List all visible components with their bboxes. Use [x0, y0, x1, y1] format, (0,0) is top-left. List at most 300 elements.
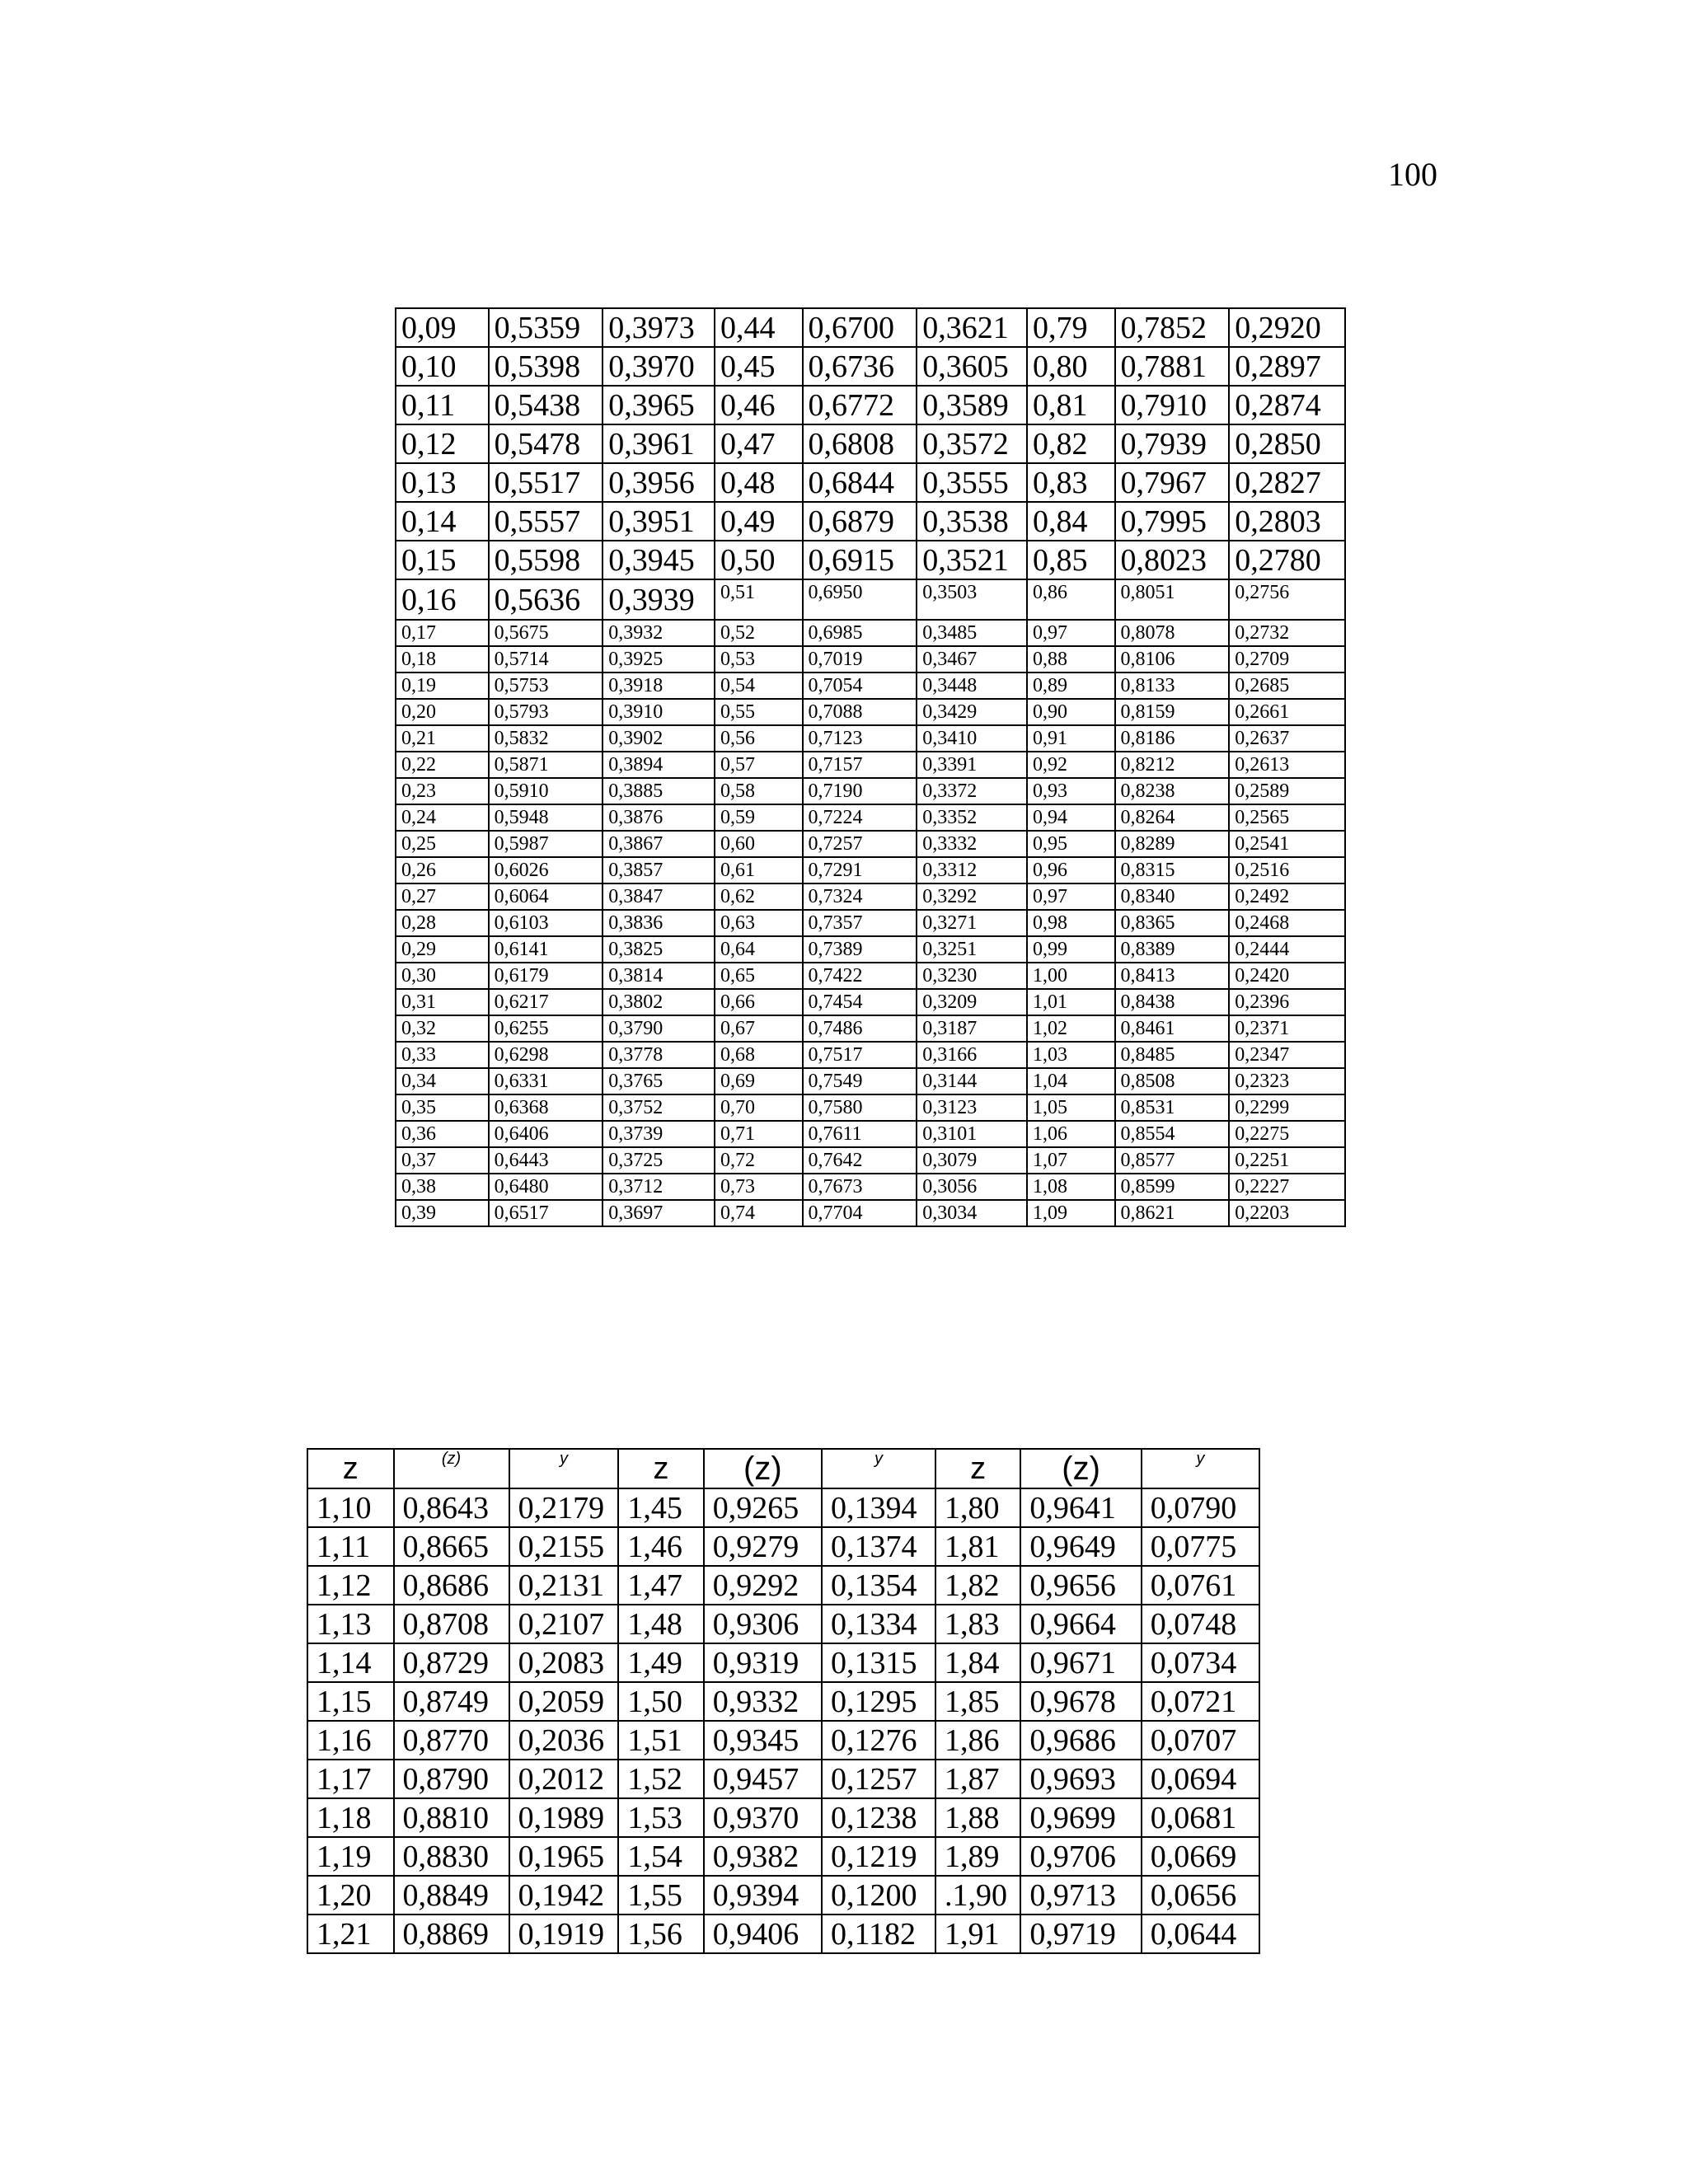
column-header: y — [509, 1449, 619, 1488]
table-cell: 0,7389 — [803, 936, 917, 963]
table-cell: 0,9382 — [704, 1837, 822, 1876]
table-cell: 0,3925 — [603, 646, 715, 673]
table-cell: 0,6103 — [489, 910, 603, 936]
table-cell: 0,6985 — [803, 620, 917, 646]
table-cell: 1,53 — [618, 1798, 703, 1837]
table-cell: 0,70 — [715, 1094, 803, 1121]
table-cell: 0,7257 — [803, 831, 917, 857]
table-cell: 0,6879 — [803, 502, 917, 541]
table-cell: 0,9678 — [1020, 1682, 1141, 1721]
table-cell: 1,81 — [935, 1527, 1020, 1566]
page-number: 100 — [1388, 156, 1437, 193]
table-cell: 0,64 — [715, 936, 803, 963]
table-cell: 0,6064 — [489, 883, 603, 910]
table-cell: 0,6915 — [803, 541, 917, 579]
table-cell: 0,3752 — [603, 1094, 715, 1121]
table-cell: 0,5598 — [489, 541, 603, 579]
table-cell: 0,3973 — [603, 308, 715, 347]
table-cell: 0,8023 — [1115, 541, 1230, 579]
table-cell: 0,8186 — [1115, 725, 1230, 752]
table-cell: 1,87 — [935, 1760, 1020, 1798]
table-cell: 0,1965 — [509, 1837, 619, 1876]
table-cell: 0,8438 — [1115, 989, 1230, 1015]
column-header: (z) — [394, 1449, 509, 1488]
table-header-row — [307, 1449, 1259, 1488]
table-cell: 0,3876 — [603, 804, 715, 831]
table-cell: 1,46 — [618, 1527, 703, 1566]
table-cell: 0,5910 — [489, 778, 603, 804]
table-row — [396, 1121, 1345, 1147]
table-cell: 0,2059 — [509, 1682, 619, 1721]
table-row — [396, 646, 1345, 673]
table-cell: 0,3144 — [917, 1068, 1027, 1094]
table-cell: 0,7019 — [803, 646, 917, 673]
table-cell: 0,8365 — [1115, 910, 1230, 936]
table-cell: 0,25 — [396, 831, 489, 857]
table-cell: 0,8643 — [394, 1488, 509, 1527]
table-cell: 0,73 — [715, 1174, 803, 1200]
table-cell: 0,1219 — [822, 1837, 935, 1876]
table-cell: 0,3910 — [603, 699, 715, 725]
column-header: y — [822, 1449, 935, 1488]
table-cell: 0,3790 — [603, 1015, 715, 1042]
table-row — [307, 1876, 1259, 1915]
table-cell: 0,8238 — [1115, 778, 1230, 804]
table-cell: 0,3056 — [917, 1174, 1027, 1200]
table-cell: 1,50 — [618, 1682, 703, 1721]
table-cell: 0,0707 — [1142, 1721, 1259, 1760]
table-cell: 0,2420 — [1229, 963, 1345, 989]
table-cell: 0,7088 — [803, 699, 917, 725]
table-cell: 0,3372 — [917, 778, 1027, 804]
table-row — [307, 1915, 1259, 1953]
table-row — [396, 804, 1345, 831]
table-row — [396, 579, 1345, 620]
table-cell: 0,2589 — [1229, 778, 1345, 804]
table-cell: 0,0644 — [1142, 1915, 1259, 1953]
table-row — [396, 857, 1345, 883]
table-cell: 0,47 — [715, 424, 803, 463]
table-cell: 0,7454 — [803, 989, 917, 1015]
table-cell: 0,2850 — [1229, 424, 1345, 463]
table-cell: 0,9457 — [704, 1760, 822, 1798]
table-cell: 0,2227 — [1229, 1174, 1345, 1200]
table-cell: 0,2874 — [1229, 386, 1345, 424]
table-cell: 0,98 — [1027, 910, 1115, 936]
table-cell: 0,69 — [715, 1068, 803, 1094]
table-cell: 0,7190 — [803, 778, 917, 804]
table-cell: 0,5359 — [489, 308, 603, 347]
table-cell: 0,8413 — [1115, 963, 1230, 989]
column-header: (z) — [1020, 1449, 1141, 1488]
table-cell: 1,86 — [935, 1721, 1020, 1760]
table-cell: 0,0790 — [1142, 1488, 1259, 1527]
table-cell: 1,05 — [1027, 1094, 1115, 1121]
table-cell: 0,3802 — [603, 989, 715, 1015]
table-cell: 1,18 — [307, 1798, 394, 1837]
table-cell: 0,7517 — [803, 1042, 917, 1068]
table-row — [396, 386, 1345, 424]
table-cell: 0,5753 — [489, 673, 603, 699]
table-cell: 0,56 — [715, 725, 803, 752]
table-cell: 0,74 — [715, 1200, 803, 1226]
table-cell: 0,9713 — [1020, 1876, 1141, 1915]
table-cell: 0,3885 — [603, 778, 715, 804]
table-cell: 0,18 — [396, 646, 489, 673]
table-cell: 0,82 — [1027, 424, 1115, 463]
table-cell: 0,2107 — [509, 1605, 619, 1643]
table-cell: 0,5948 — [489, 804, 603, 831]
table-cell: 0,8051 — [1115, 579, 1230, 620]
table-cell: 0,2803 — [1229, 502, 1345, 541]
table-row — [396, 1174, 1345, 1200]
table-cell: 0,3312 — [917, 857, 1027, 883]
table-cell: 0,3251 — [917, 936, 1027, 963]
table-row — [396, 541, 1345, 579]
table-cell: 0,5714 — [489, 646, 603, 673]
table-cell: 0,3166 — [917, 1042, 1027, 1068]
table-cell: 0,3825 — [603, 936, 715, 963]
table-cell: 0,23 — [396, 778, 489, 804]
table-cell: 0,1182 — [822, 1915, 935, 1953]
table-cell: 0,7881 — [1115, 347, 1230, 386]
column-header: (z) — [704, 1449, 822, 1488]
table-body — [396, 308, 1345, 1226]
table-cell: 0,92 — [1027, 752, 1115, 778]
table-cell: 0,6480 — [489, 1174, 603, 1200]
table-cell: 0,2155 — [509, 1527, 619, 1566]
table-cell: 0,2685 — [1229, 673, 1345, 699]
table-cell: 0,72 — [715, 1147, 803, 1174]
table-cell: 0,5871 — [489, 752, 603, 778]
table-cell: 0,61 — [715, 857, 803, 883]
table-cell: 1,89 — [935, 1837, 1020, 1876]
table-cell: 0,22 — [396, 752, 489, 778]
table-cell: 0,79 — [1027, 308, 1115, 347]
table-cell: 0,89 — [1027, 673, 1115, 699]
table-row — [396, 1015, 1345, 1042]
table-cell: 0,8577 — [1115, 1147, 1230, 1174]
table-cell: 0,3918 — [603, 673, 715, 699]
table-cell: 0,8621 — [1115, 1200, 1230, 1226]
table-cell: 0,3951 — [603, 502, 715, 541]
table-row — [396, 463, 1345, 502]
table-cell: 0,2203 — [1229, 1200, 1345, 1226]
table-cell: 0,3814 — [603, 963, 715, 989]
table-cell: 1,21 — [307, 1915, 394, 1953]
table-row — [307, 1760, 1259, 1798]
table-cell: 0,27 — [396, 883, 489, 910]
column-header: y — [1142, 1449, 1259, 1488]
table-cell: 0,7123 — [803, 725, 917, 752]
table-cell: 0,67 — [715, 1015, 803, 1042]
table-cell: 0,6255 — [489, 1015, 603, 1042]
table-cell: 0,65 — [715, 963, 803, 989]
table-cell: 0,3391 — [917, 752, 1027, 778]
table-cell: 0,7157 — [803, 752, 917, 778]
table-cell: 0,2780 — [1229, 541, 1345, 579]
table-cell: 0,85 — [1027, 541, 1115, 579]
table-cell: 0,9706 — [1020, 1837, 1141, 1876]
table-cell: 1,45 — [618, 1488, 703, 1527]
table-cell: 0,33 — [396, 1042, 489, 1068]
table-cell: 0,9719 — [1020, 1915, 1141, 1953]
table-row — [396, 502, 1345, 541]
table-cell: 0,5438 — [489, 386, 603, 424]
table-row — [307, 1682, 1259, 1721]
table-cell: 0,9693 — [1020, 1760, 1141, 1798]
table-cell: 0,9649 — [1020, 1527, 1141, 1566]
table-cell: 0,9292 — [704, 1566, 822, 1605]
table-cell: 0,2131 — [509, 1566, 619, 1605]
table-cell: 0,3572 — [917, 424, 1027, 463]
table-cell: 0,8106 — [1115, 646, 1230, 673]
table-cell: 0,7224 — [803, 804, 917, 831]
table-cell: 0,3410 — [917, 725, 1027, 752]
table-cell: 1,80 — [935, 1488, 1020, 1527]
table-cell: 0,3867 — [603, 831, 715, 857]
table-cell: 0,6808 — [803, 424, 917, 463]
table-cell: 0,59 — [715, 804, 803, 831]
table-cell: 0,3857 — [603, 857, 715, 883]
table-cell: 0,60 — [715, 831, 803, 857]
table-cell: 0,7939 — [1115, 424, 1230, 463]
table-cell: 0,20 — [396, 699, 489, 725]
table-row — [396, 1094, 1345, 1121]
table-cell: 0,57 — [715, 752, 803, 778]
table-cell: 0,8849 — [394, 1876, 509, 1915]
table-cell: 0,8389 — [1115, 936, 1230, 963]
table-cell: 0,8729 — [394, 1643, 509, 1682]
table-cell: 0,8599 — [1115, 1174, 1230, 1200]
table-cell: 0,1295 — [822, 1682, 935, 1721]
table-cell: 0,9370 — [704, 1798, 822, 1837]
table-cell: 0,6736 — [803, 347, 917, 386]
table-cell: 1,91 — [935, 1915, 1020, 1953]
table-cell: 1,14 — [307, 1643, 394, 1682]
table-cell: 0,8770 — [394, 1721, 509, 1760]
table-cell: 0,3538 — [917, 502, 1027, 541]
table-cell: 0,14 — [396, 502, 489, 541]
table-cell: 0,0775 — [1142, 1527, 1259, 1566]
table-cell: 0,9265 — [704, 1488, 822, 1527]
table-cell: 0,6026 — [489, 857, 603, 883]
table-cell: 0,31 — [396, 989, 489, 1015]
table-cell: 0,3123 — [917, 1094, 1027, 1121]
table-cell: 0,9345 — [704, 1721, 822, 1760]
table-cell: 0,1394 — [822, 1488, 935, 1527]
table-cell: 0,32 — [396, 1015, 489, 1042]
table-cell: 0,24 — [396, 804, 489, 831]
table-cell: 0,5636 — [489, 579, 603, 620]
table-cell: 0,51 — [715, 579, 803, 620]
table-cell: 0,28 — [396, 910, 489, 936]
table-cell: 0,8078 — [1115, 620, 1230, 646]
table-cell: 0,9332 — [704, 1682, 822, 1721]
table-row — [396, 1042, 1345, 1068]
table-cell: 0,97 — [1027, 620, 1115, 646]
table-row — [396, 1200, 1345, 1226]
table-cell: 0,2468 — [1229, 910, 1345, 936]
table-row — [307, 1566, 1259, 1605]
table-cell: 0,9319 — [704, 1643, 822, 1682]
table-cell: 0,6217 — [489, 989, 603, 1015]
table-cell: 0,12 — [396, 424, 489, 463]
table-cell: 0,3187 — [917, 1015, 1027, 1042]
table-cell: 1,10 — [307, 1488, 394, 1527]
table-cell: 0,8212 — [1115, 752, 1230, 778]
table-cell: 1,49 — [618, 1643, 703, 1682]
table-cell: 1,55 — [618, 1876, 703, 1915]
table-cell: 0,45 — [715, 347, 803, 386]
table-cell: 0,80 — [1027, 347, 1115, 386]
table-cell: 0,34 — [396, 1068, 489, 1094]
table-cell: 0,9664 — [1020, 1605, 1141, 1643]
table-cell: 0,3725 — [603, 1147, 715, 1174]
table-cell: 0,6772 — [803, 386, 917, 424]
table-cell: 0,2323 — [1229, 1068, 1345, 1094]
table-cell: 0,2396 — [1229, 989, 1345, 1015]
table-cell: 0,9279 — [704, 1527, 822, 1566]
table-cell: 0,26 — [396, 857, 489, 883]
table-cell: 1,13 — [307, 1605, 394, 1643]
table-cell: 0,8665 — [394, 1527, 509, 1566]
table-cell: 0,3589 — [917, 386, 1027, 424]
table-cell: 0,3230 — [917, 963, 1027, 989]
column-header: z — [618, 1449, 703, 1488]
table-cell: 0,7357 — [803, 910, 917, 936]
table-cell: 1,06 — [1027, 1121, 1115, 1147]
table-cell: 0,9406 — [704, 1915, 822, 1953]
table-cell: 0,2036 — [509, 1721, 619, 1760]
table-cell: 0,6443 — [489, 1147, 603, 1174]
table-cell: 1,04 — [1027, 1068, 1115, 1094]
table-cell: 0,2251 — [1229, 1147, 1345, 1174]
table-cell: 0,7967 — [1115, 463, 1230, 502]
table-cell: 0,2732 — [1229, 620, 1345, 646]
normal-distribution-table-upper — [395, 307, 1346, 1227]
normal-distribution-table-lower — [307, 1448, 1260, 1954]
table-cell: 0,2492 — [1229, 883, 1345, 910]
table-cell: 0,0734 — [1142, 1643, 1259, 1682]
table-cell: 0,29 — [396, 936, 489, 963]
table-cell: 0,9671 — [1020, 1643, 1141, 1682]
table-cell: 0,99 — [1027, 936, 1115, 963]
table-cell: 0,0694 — [1142, 1760, 1259, 1798]
table-cell: 0,8830 — [394, 1837, 509, 1876]
table-cell: 0,2709 — [1229, 646, 1345, 673]
table-cell: .1,90 — [935, 1876, 1020, 1915]
table-cell: 0,7642 — [803, 1147, 917, 1174]
table-cell: 0,5478 — [489, 424, 603, 463]
table-cell: 1,09 — [1027, 1200, 1115, 1226]
table-cell: 0,68 — [715, 1042, 803, 1068]
table-cell: 1,03 — [1027, 1042, 1115, 1068]
table-cell: 0,7611 — [803, 1121, 917, 1147]
table-cell: 0,3271 — [917, 910, 1027, 936]
table-row — [307, 1837, 1259, 1876]
table-cell: 0,8869 — [394, 1915, 509, 1953]
table-cell: 0,6179 — [489, 963, 603, 989]
table-cell: 0,96 — [1027, 857, 1115, 883]
table-cell: 0,9641 — [1020, 1488, 1141, 1527]
table-cell: 0,7324 — [803, 883, 917, 910]
table-cell: 0,7704 — [803, 1200, 917, 1226]
table-cell: 0,19 — [396, 673, 489, 699]
table-cell: 0,3712 — [603, 1174, 715, 1200]
table-cell: 0,83 — [1027, 463, 1115, 502]
table-cell: 0,49 — [715, 502, 803, 541]
table-cell: 0,2897 — [1229, 347, 1345, 386]
table-cell: 0,9656 — [1020, 1566, 1141, 1605]
table-cell: 0,54 — [715, 673, 803, 699]
table-cell: 0,8554 — [1115, 1121, 1230, 1147]
table-cell: 0,3765 — [603, 1068, 715, 1094]
table-cell: 0,3956 — [603, 463, 715, 502]
table-cell: 0,2516 — [1229, 857, 1345, 883]
table-cell: 1,52 — [618, 1760, 703, 1798]
table-cell: 0,2565 — [1229, 804, 1345, 831]
table-cell: 0,1374 — [822, 1527, 935, 1566]
table-cell: 0,0761 — [1142, 1566, 1259, 1605]
table-cell: 0,1257 — [822, 1760, 935, 1798]
table-row — [307, 1643, 1259, 1682]
table-row — [396, 1147, 1345, 1174]
table-cell: 0,8708 — [394, 1605, 509, 1643]
table-cell: 0,36 — [396, 1121, 489, 1147]
table-row — [396, 1068, 1345, 1094]
table-cell: 0,7291 — [803, 857, 917, 883]
table-cell: 0,3101 — [917, 1121, 1027, 1147]
table-cell: 0,3836 — [603, 910, 715, 936]
table-cell: 0,3739 — [603, 1121, 715, 1147]
table-row — [307, 1721, 1259, 1760]
table-cell: 0,1315 — [822, 1643, 935, 1682]
table-cell: 0,35 — [396, 1094, 489, 1121]
table-cell: 0,8340 — [1115, 883, 1230, 910]
table-cell: 0,9306 — [704, 1605, 822, 1643]
table-cell: 0,3939 — [603, 579, 715, 620]
table-cell: 0,52 — [715, 620, 803, 646]
table-cell: 0,2444 — [1229, 936, 1345, 963]
table-cell: 0,6844 — [803, 463, 917, 502]
table-cell: 0,71 — [715, 1121, 803, 1147]
table-row — [307, 1488, 1259, 1527]
table-cell: 0,3467 — [917, 646, 1027, 673]
table-cell: 0,1919 — [509, 1915, 619, 1953]
table-cell: 0,3932 — [603, 620, 715, 646]
table-cell: 0,66 — [715, 989, 803, 1015]
table-cell: 0,11 — [396, 386, 489, 424]
table-cell: 0,88 — [1027, 646, 1115, 673]
table-cell: 0,3332 — [917, 831, 1027, 857]
table-cell: 0,90 — [1027, 699, 1115, 725]
table-cell: 0,8749 — [394, 1682, 509, 1721]
table-cell: 0,37 — [396, 1147, 489, 1174]
table-cell: 0,2756 — [1229, 579, 1345, 620]
table-cell: 0,6298 — [489, 1042, 603, 1068]
table-cell: 0,6368 — [489, 1094, 603, 1121]
table-cell: 0,39 — [396, 1200, 489, 1226]
table-row — [396, 308, 1345, 347]
table-cell: 1,20 — [307, 1876, 394, 1915]
table-cell: 0,84 — [1027, 502, 1115, 541]
table-cell: 0,7910 — [1115, 386, 1230, 424]
table-cell: 0,2347 — [1229, 1042, 1345, 1068]
table-cell: 0,3352 — [917, 804, 1027, 831]
table-cell: 1,11 — [307, 1527, 394, 1566]
table-cell: 0,7422 — [803, 963, 917, 989]
